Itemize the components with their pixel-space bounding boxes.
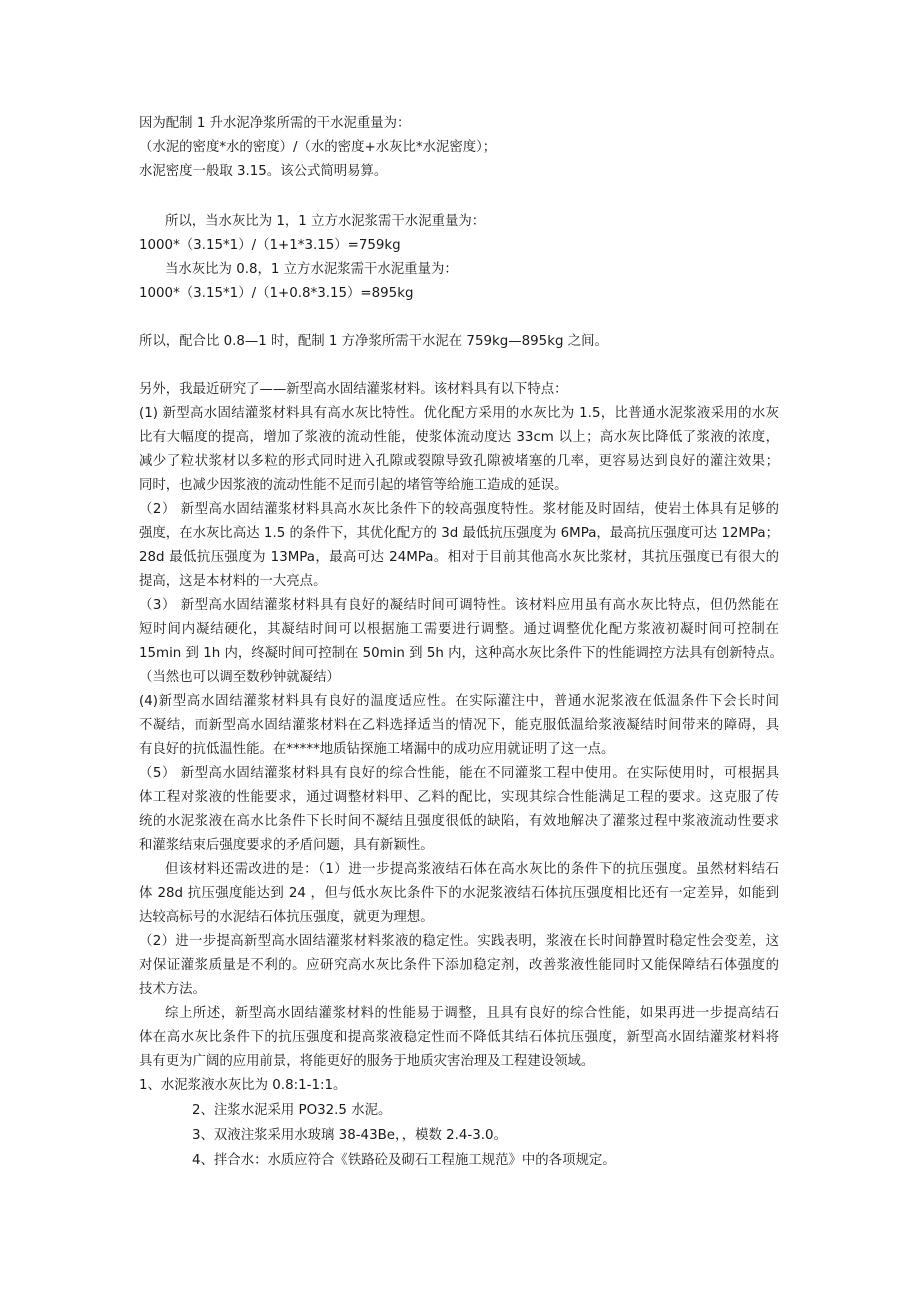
feature4-line: 不凝结，而新型高水固结灌浆材料在乙料选择适当的情况下，能克服低温给浆液凝结时间带来的障碍，具: [139, 718, 779, 733]
feature1-line: 比有大幅度的提高，增加了浆液的流动性能，使浆体流动度达 33cm 以上；高水灰比降低了浆液的浓度，: [139, 430, 779, 445]
conclusion-line: 具有更为广阔的应用前景，将能更好的服务于地质灾害治理及工程建设领域。: [139, 1054, 595, 1069]
feature4-line: 有良好的抗低温性能。在*****地质钻探施工堵漏中的成功应用就证明了这一点。: [139, 742, 615, 757]
improve1-line: 但该材料还需改进的是：（1）进一步提高浆液结石体在高水灰比的条件下的抗压强度。虽然材料结石: [165, 862, 779, 877]
improve1-line: 达较高标号的水泥结石体抗压强度，就更为理想。: [139, 910, 434, 925]
summary-line: 所以，配合比 0.8—1 时，配制 1 方净浆所需干水泥在 759kg—895kg 之间。: [139, 334, 608, 349]
feature5-line: 体工程对浆液的性能要求，通过调整材料甲、乙料的配比，实现其综合性能满足工程的要求。这克服了传: [139, 790, 779, 805]
feature3-line: 15min 到 1h 内，终凝时间可控制在 50min 到 5h 内，这种高水灰比条件下的性能调控方法具有创新特点。: [139, 646, 783, 661]
feature3-line: 短时间内凝结硬化，其凝结时间可以根据施工需要进行调整。通过调整优化配方浆液初凝时间可控制在: [139, 622, 779, 637]
improve1-line: 体 28d 抗压强度能达到 24 ，但与低水灰比条件下的水泥浆液结石体抗压强度相比还有一定差异，如能到: [139, 886, 779, 901]
feature5-line: （5） 新型高水固结灌浆材料具有良好的综合性能，能在不同灌浆工程中使用。在实际使用时，可根据具: [139, 766, 779, 781]
spec-item: 4、拌合水：水质应符合《铁路砼及砌石工程施工规范》中的各项规定。: [192, 1153, 616, 1168]
spec-item: 2、注浆水泥采用 PO32.5 水泥。: [192, 1103, 392, 1118]
feature3-line: （当然也可以调至数秒钟就凝结）: [139, 670, 340, 685]
conclusion-line: 体在高水灰比条件下的抗压强度和提高浆液稳定性而不降低其结石体抗压强度，新型高水固结灌浆材料将: [139, 1030, 779, 1045]
spec-item: 1、水泥浆液水灰比为 0.8:1-1:1。: [139, 1078, 347, 1093]
calc2-formula: 1000*（3.15*1）/（1+0.8*3.15）=895kg: [139, 286, 414, 301]
conclusion-line: 综上所述，新型高水固结灌浆材料的性能易于调整，且具有良好的综合性能，如果再进一步提高结石: [165, 1006, 779, 1021]
feature2-line: 提高，这是本材料的一大亮点。: [139, 574, 327, 589]
text-line: 因为配制 1 升水泥净浆所需的干水泥重量为：: [139, 116, 411, 131]
feature1-line: (1) 新型高水固结灌浆材料具有高水灰比特性。优化配方采用的水灰比为 1.5，比普通水泥浆液采用的水灰: [139, 406, 779, 421]
improve2-line: （2）进一步提高新型高水固结灌浆材料浆液的稳定性。实践表明，浆液在长时间静置时稳定性会变差，这: [139, 934, 779, 949]
calc2-intro: 当水灰比为 0.8，1 立方水泥浆需干水泥重量为：: [165, 262, 458, 277]
feature5-line: 和灌浆结束后强度要求的矛盾问题，具有新颖性。: [139, 838, 434, 853]
calc1-formula: 1000*（3.15*1）/（1+1*3.15）=759kg: [139, 238, 401, 253]
feature4-line: (4)新型高水固结灌浆材料具有良好的温度适应性。在实际灌注中，普通水泥浆液在低温条件下会长时间: [139, 694, 779, 709]
feature2-line: （2） 新型高水固结灌浆材料具高水灰比条件下的较高强度特性。浆材能及时固结，使岩土体具有足够的: [139, 502, 779, 517]
calc1-intro: 所以，当水灰比为 1，1 立方水泥浆需干水泥重量为：: [165, 214, 486, 229]
improve2-line: 对保证灌浆质量是不利的。应研究高水灰比条件下添加稳定剂，改善浆液性能同时又能保障结石体强度的: [139, 958, 779, 973]
feature1-line: 同时，也减少因浆液的流动性能不足而引起的堵管等给施工造成的延误。: [139, 478, 568, 493]
spec-item: 3、双液注浆采用水玻璃 38-43Be，，模数 2.4-3.0。: [192, 1128, 507, 1143]
feature3-line: （3） 新型高水固结灌浆材料具有良好的凝结时间可调特性。该材料应用虽有高水灰比特点，但仍然能在: [139, 598, 779, 613]
feature2-line: 强度，在水灰比高达 1.5 的条件下，其优化配方的 3d 最低抗压强度为 6MPa，最高抗压强度可达 12MPa；: [139, 526, 779, 541]
feature1-line: 减少了粒状浆材以多粒的形式同时进入孔隙或裂隙导致孔隙被堵塞的几率，更容易达到良好的灌注效果；: [139, 454, 779, 469]
feature5-line: 统的水泥浆液在高水比条件下长时间不凝结且强度很低的缺陷，有效地解决了灌浆过程中浆液流动性要求: [139, 814, 779, 829]
improve2-line: 技术方法。: [139, 982, 206, 997]
text-line: （水泥的密度*水的密度）/（水的密度+水灰比*水泥密度）；: [139, 140, 497, 155]
feature2-line: 28d 最低抗压强度为 13MPa，最高可达 24MPa。相对于目前其他高水灰比浆材，其抗压强度已有很大的: [139, 550, 779, 565]
text-line: 水泥密度一般取 3.15。该公式简明易算。: [139, 164, 388, 179]
features-intro: 另外，我最近研究了——新型高水固结灌浆材料。该材料具有以下特点：: [139, 382, 568, 397]
